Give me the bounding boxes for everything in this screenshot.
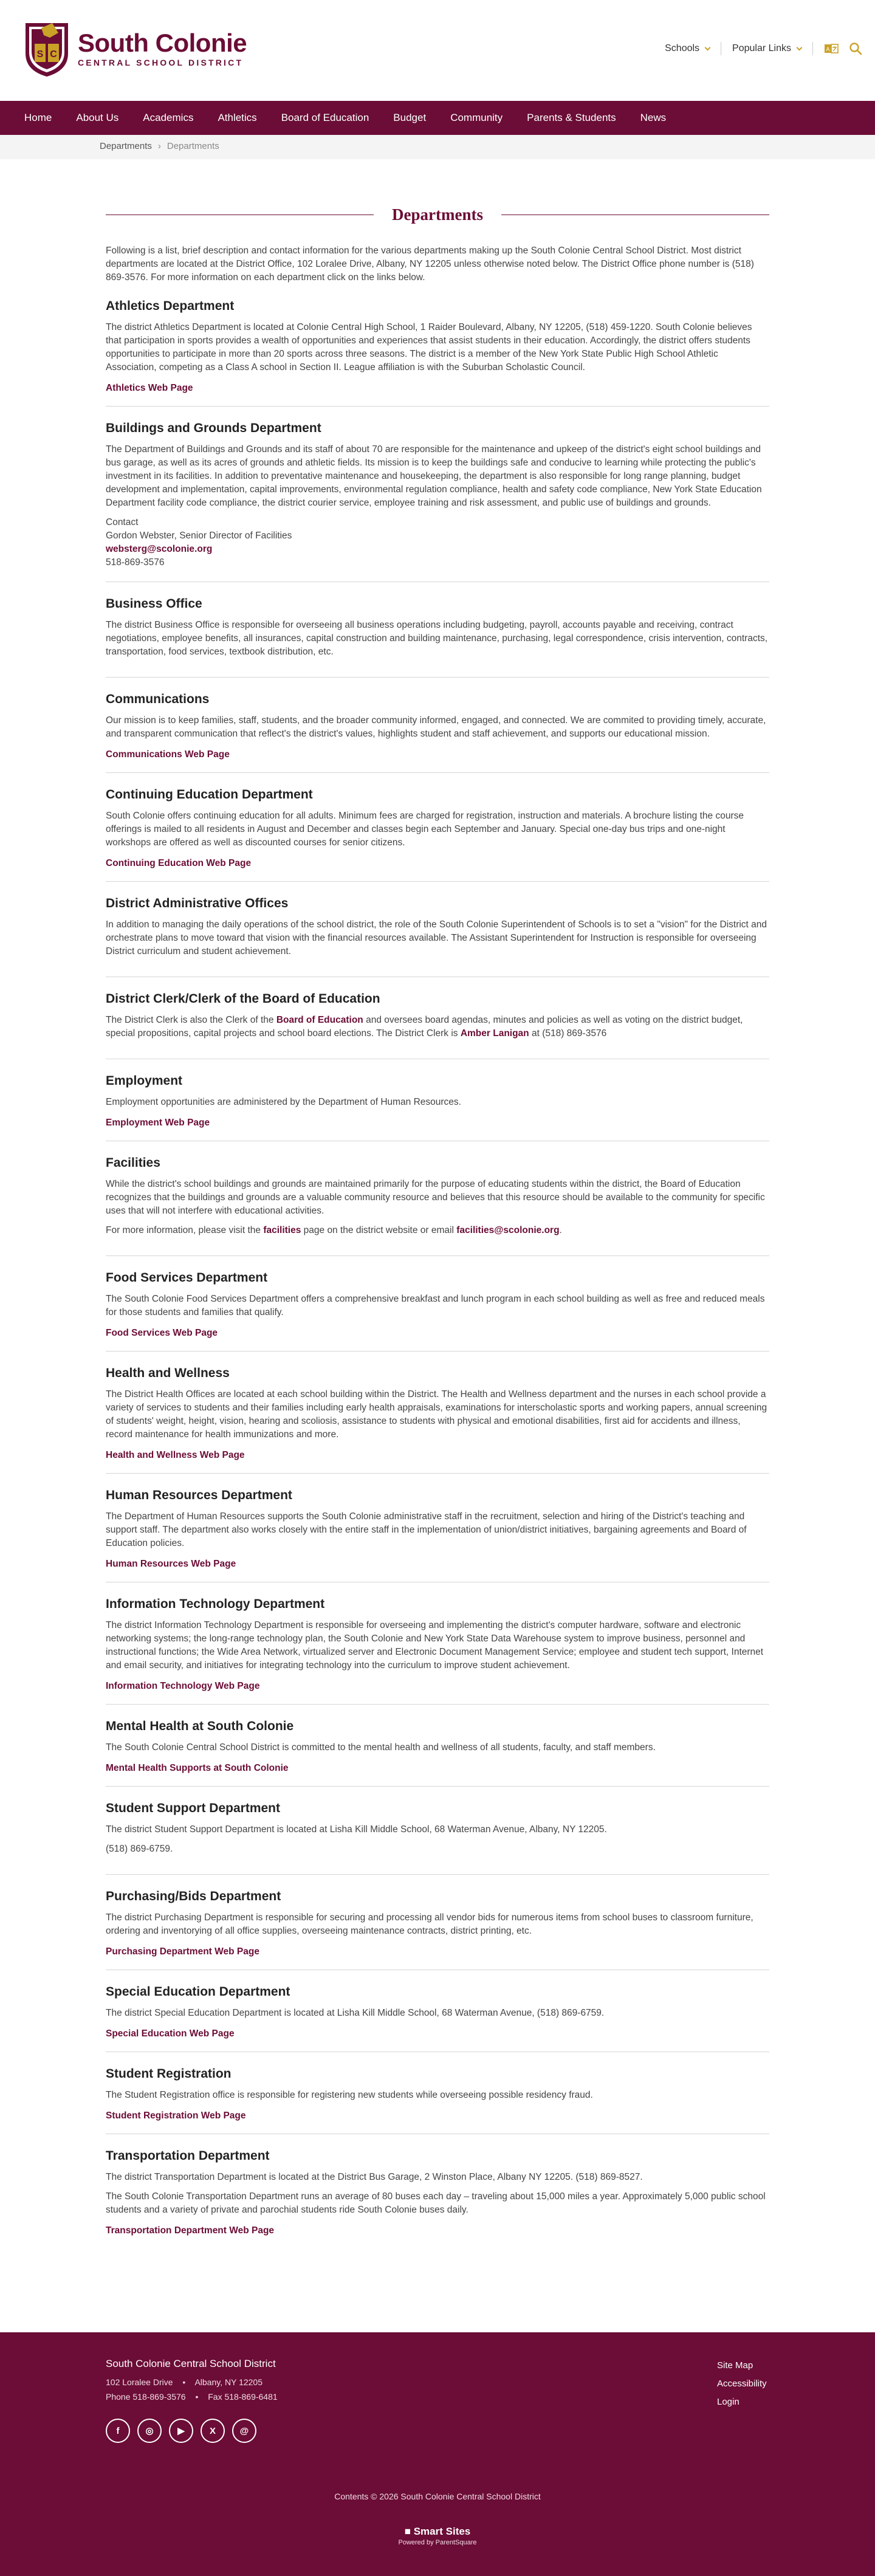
section-title: Communications (106, 692, 210, 706)
popular-links-dropdown[interactable] (721, 43, 812, 54)
divider (812, 42, 813, 55)
footer-links (717, 2357, 767, 2411)
purchasing-web-page-link[interactable]: Purchasing Department Web Page (106, 1946, 259, 1957)
text-fragment: and oversees board agendas, minutes and policies as well as voting on the district budget, special propositions, capital projects and school board elections. The District Clerk is (106, 1015, 743, 1039)
section-text (106, 1014, 769, 1040)
threads-icon[interactable]: @ (232, 2419, 256, 2443)
section-text: Employment opportunities are administered by the Department of Human Resources. (106, 1097, 461, 1107)
svg-text:S: S (36, 49, 44, 60)
section-title: Health and Wellness (106, 1366, 230, 1380)
student-registration-web-page-link[interactable]: Student Registration Web Page (106, 2111, 246, 2121)
nav-home[interactable]: Home (24, 112, 52, 123)
section-text: Our mission is to keep families, staff, students, and the broader community informed, engaged, and connected. We are commited to providing timely, accurate, and transparent communication that reflect's the district's values, highlights student and staff achievement, and supports our educational mission. (106, 715, 766, 739)
chevron-down-icon (705, 44, 711, 50)
nav-community[interactable]: Community (450, 112, 503, 123)
section-human-resources (106, 1474, 769, 1582)
login-link[interactable]: Login (717, 2397, 739, 2407)
section-text: The district Purchasing Department is responsible for securing and processing all vendor bids for numerous items from school buses to classroom furniture, ordering and inventorying of all office supplies, overseeing maintenance contracts, district printing, etc. (106, 1912, 753, 1936)
shield-logo-icon (23, 19, 70, 78)
footer-phone-fax: Phone 518-869-3576 • Fax 518-869-6481 (106, 2392, 278, 2402)
breadcrumb-bar (0, 135, 875, 159)
communications-web-page-link[interactable]: Communications Web Page (106, 749, 230, 760)
text-fragment: at (518) 869-3576 (529, 1028, 607, 1039)
section-text: The Student Registration office is responsible for registering new students while overseeing possible residency fraud. (106, 2090, 593, 2100)
section-title: Buildings and Grounds Department (106, 421, 321, 435)
svg-text:A: A (826, 46, 830, 52)
human-resources-web-page-link[interactable]: Human Resources Web Page (106, 1559, 236, 1569)
section-title: Business Office (106, 597, 202, 611)
section-food-services (106, 1256, 769, 1352)
mental-health-supports-link[interactable]: Mental Health Supports at South Colonie (106, 1763, 289, 1773)
popular-links-label: Popular Links (732, 43, 791, 53)
main-navigation (0, 101, 875, 135)
section-text: While the district's school buildings and grounds are maintained primarily for the purpose of educating students within the district, the Board of Education recognizes that the buildings and grounds are a valuable community resource and believes that this resource should be available to the community for specific uses that will not interfere with educational activities. (106, 1179, 765, 1216)
text-fragment: For more information, please visit the (106, 1225, 264, 1235)
contact-email-link[interactable]: websterg@scolonie.org (106, 544, 213, 554)
site-header (0, 0, 875, 101)
section-business-office (106, 582, 769, 678)
athletics-web-page-link[interactable]: Athletics Web Page (106, 383, 193, 393)
board-of-education-link[interactable]: Board of Education (276, 1015, 363, 1025)
footer-contact (106, 2358, 278, 2404)
text-fragment: . (559, 1225, 562, 1235)
smart-sites-icon: ■ (404, 2526, 414, 2537)
continuing-education-web-page-link[interactable]: Continuing Education Web Page (106, 858, 252, 868)
section-title: Purchasing/Bids Department (106, 1889, 281, 1903)
nav-academics[interactable]: Academics (143, 112, 194, 123)
chevron-down-icon (797, 44, 803, 50)
translate-icon[interactable] (824, 41, 839, 56)
x-twitter-icon[interactable]: X (201, 2419, 225, 2443)
section-athletics (106, 284, 769, 407)
nav-news[interactable]: News (640, 112, 667, 123)
section-transportation (106, 2134, 769, 2248)
section-health-wellness (106, 1352, 769, 1474)
schools-label: Schools (665, 43, 700, 53)
section-text: In addition to managing the daily operations of the school district, the role of the South Colonie Superintendent of Schools is to set a "vision" for the District and orchestrate plans to move toward that vision with the financial resources available. The Assistant Superintendent for Instruction is responsible for overseeing District curriculum and student achievement. (106, 919, 767, 957)
section-district-clerk (106, 977, 769, 1059)
contact-name: Gordon Webster, Senior Director of Facilities (106, 531, 292, 541)
section-special-education (106, 1970, 769, 2052)
chevron-right-icon: › (157, 141, 161, 151)
contact-phone: 518-869-3576 (106, 557, 165, 568)
footer-district-name: South Colonie Central School District (106, 2358, 276, 2369)
section-continuing-education (106, 773, 769, 882)
section-phone: (518) 869-6759. (106, 1844, 173, 1854)
section-title: District Clerk/Clerk of the Board of Education (106, 992, 380, 1006)
text-fragment: The District Clerk is also the Clerk of the (106, 1015, 276, 1025)
section-information-technology (106, 1582, 769, 1705)
section-title: Transportation Department (106, 2149, 270, 2163)
section-text: The Department of Human Resources supports the South Colonie administrative staff in the recruitment, selection and hiring of the District's teaching and support staff. The department also works closely with the entire staff in the implementation of union/district initiatives, bargaining agreements and Board of Education policies. (106, 1511, 747, 1548)
section-title: Human Resources Department (106, 1488, 292, 1502)
section-title: Athletics Department (106, 299, 235, 313)
district-subtitle: CENTRAL SCHOOL DISTRICT (78, 58, 244, 67)
site-map-link[interactable]: Site Map (717, 2360, 753, 2371)
section-district-administrative-offices (106, 882, 769, 977)
section-text: The district Special Education Department is located at Lisha Kill Middle School, 68 Waterman Avenue, (518) 869-6759. (106, 2008, 605, 2018)
section-text: The district Business Office is responsible for overseeing all business operations including budgeting, payroll, accounts payable and receiving, contract negotiations, employee benefits, all insurances, capital construction and building maintenance, purchasing, legal correspondence, crisis intervention, contracts, transportation, food services, textbook distribution, etc. (106, 620, 768, 657)
section-purchasing-bids (106, 1875, 769, 1970)
facilities-page-link[interactable]: facilities (263, 1225, 301, 1235)
main-content (106, 204, 769, 2248)
section-text: The district Information Technology Department is responsible for overseeing and implementing the district's computer hardware, software and electronic networking systems; the long-range technology plan, the South Colonie and New York State Data Warehouse system to improve business, personnel and instructional functions; the Wide Area Network, virtualized server and Electronic Document Management Service; employee and student tech support, Internet and email security, and initiatives for integrating technology into the curriculum to improve student achievement. (106, 1620, 764, 1671)
header-utility-links (654, 41, 863, 56)
footer-phone: Phone 518-869-3576 (106, 2392, 186, 2402)
nav-about-us[interactable]: About Us (76, 112, 119, 123)
nav-board-of-education[interactable]: Board of Education (281, 112, 369, 123)
accessibility-link[interactable]: Accessibility (717, 2379, 767, 2389)
footer-address-line-2: Albany, NY 12205 (194, 2377, 262, 2387)
section-text: The South Colonie Transportation Department runs an average of 80 buses each day – traveling about 15,000 miles a year. Approximately 5,000 public school students and a variety of private and parochial students ride South Colonie buses daily. (106, 2191, 766, 2215)
footer-fax: Fax 518-869-6481 (208, 2392, 278, 2402)
transportation-web-page-link[interactable]: Transportation Department Web Page (106, 2225, 275, 2236)
section-text (106, 1224, 769, 1237)
page-title: Departments (392, 205, 483, 224)
information-technology-web-page-link[interactable]: Information Technology Web Page (106, 1681, 260, 1691)
site-footer (0, 2332, 875, 2576)
powered-by[interactable] (0, 2526, 875, 2546)
section-title: Continuing Education Department (106, 788, 313, 802)
special-education-web-page-link[interactable]: Special Education Web Page (106, 2028, 235, 2039)
breadcrumb-current: Departments (166, 141, 219, 151)
section-buildings-grounds (106, 407, 769, 582)
footer-address-line-1: 102 Loralee Drive (106, 2377, 173, 2387)
intro-paragraph: Following is a list, brief description and contact information for the various departments making up the South Colonie Central School District. Most district departments are located at the District Office, 102 Loralee Drive, Albany, NY 12205 unless otherwise noted below. The District Office phone number is (518) 869-3576. For more information on each department click on the links below. (106, 246, 754, 283)
youtube-icon[interactable]: ▶ (169, 2419, 193, 2443)
copyright: Contents © 2026 South Colonie Central School District (334, 2492, 541, 2501)
section-title: Facilities (106, 1156, 160, 1170)
section-text: The South Colonie Central School District is committed to the mental health and wellness of all students, faculty, and staff members. (106, 1742, 656, 1753)
section-text: The district Athletics Department is located at Colonie Central High School, 1 Raider Boulevard, Albany, NY 12205, (518) 459-1220. South Colonie believes that participation in sports provides a wealth of opportunities and experiences that assist students in their education. Accordingly, the district offers students opportunities to participate in more than 20 sports across three seasons. The district is a member of the New York State Public High School Athletic Association, competing as a Class A school in Section II. League affiliation is with the Suburban Scholastic Council. (106, 322, 752, 373)
section-student-registration (106, 2052, 769, 2134)
food-services-web-page-link[interactable]: Food Services Web Page (106, 1328, 218, 1338)
section-title: Special Education Department (106, 1985, 290, 1999)
section-employment (106, 1059, 769, 1141)
section-title: District Administrative Offices (106, 896, 289, 910)
employment-web-page-link[interactable]: Employment Web Page (106, 1118, 210, 1128)
smart-sites-name: Smart Sites (413, 2526, 471, 2537)
social-links (106, 2419, 264, 2443)
section-title: Employment (106, 1074, 183, 1088)
nav-parents-students[interactable]: Parents & Students (527, 112, 616, 123)
section-title: Food Services Department (106, 1271, 268, 1285)
section-text: The Department of Buildings and Grounds and its staff of about 70 are responsible for the maintenance and upkeep of the district's eight school buildings and bus garage, as well as its acres of grounds and athletic fields. Its mission is to keep the buildings safe and conducive to learning while protecting the public's investment in its facilities. In addition to preventative maintenance and housekeeping, the department is also responsible for long range planning, budget development and implementation, capital improvements, environmental regulation compliance, health and safety code compliance, New York State Education Department facility code compliance, the district courier service, employee training and risk assessment, and public use of buildings and grounds. (106, 444, 762, 508)
svg-text:C: C (50, 49, 57, 60)
section-text: The District Health Offices are located at each school building within the District. The Health and Wellness department and the nurses in each school provide a variety of services to students and their families including early health appraisals, examinations for interscholastic sports and working papers, annual screening of students' weight, height, vision, hearing and scoliosis, assistance to students with physical and emotional disabilities, first aid for accidents and illness, record maintenance for health immunizations and more. (106, 1389, 767, 1440)
search-icon[interactable] (848, 41, 863, 56)
section-text: The district Student Support Department is located at Lisha Kill Middle School, 68 Waterman Avenue, Albany, NY 12205. (106, 1824, 607, 1835)
section-title: Student Registration (106, 2067, 232, 2081)
section-title: Mental Health at South Colonie (106, 1719, 294, 1733)
footer-address: 102 Loralee Drive • Albany, NY 12205 (106, 2377, 262, 2387)
district-clerk-link[interactable]: Amber Lanigan (460, 1028, 529, 1039)
schools-dropdown[interactable] (654, 43, 721, 54)
section-facilities (106, 1141, 769, 1256)
facebook-icon[interactable]: f (106, 2419, 130, 2443)
section-student-support (106, 1787, 769, 1875)
breadcrumb (100, 141, 219, 151)
section-title: Information Technology Department (106, 1597, 325, 1611)
contact-block (106, 516, 769, 569)
nav-budget[interactable]: Budget (393, 112, 427, 123)
section-title: Student Support Department (106, 1801, 280, 1815)
contact-label: Contact (106, 517, 139, 527)
page-title-row (106, 204, 769, 225)
section-text: South Colonie offers continuing education for all adults. Minimum fees are charged for registration, instruction and materials. A brochure listing the course offerings is mailed to all residents in August and December and classes begin each September and January. Special one-day bus trips and one-night workshops are offered as well as discounted courses for senior citizens. (106, 811, 744, 848)
departments-list (106, 284, 769, 2248)
health-wellness-web-page-link[interactable]: Health and Wellness Web Page (106, 1450, 245, 1460)
section-text: The South Colonie Food Services Department offers a comprehensive breakfast and lunch program in each school building as well as free and reduced meals for those students and families that qualify. (106, 1294, 765, 1317)
breadcrumb-parent[interactable]: Departments (100, 141, 152, 151)
instagram-icon[interactable]: ◎ (137, 2419, 162, 2443)
section-text: The district Transportation Department is located at the District Bus Garage, 2 Winston Place, Albany NY 12205. (518) 869-8527. (106, 2172, 643, 2182)
district-name: South Colonie (78, 29, 247, 57)
facilities-email-link[interactable]: facilities@scolonie.org (456, 1225, 560, 1235)
section-mental-health (106, 1705, 769, 1787)
nav-athletics[interactable]: Athletics (218, 112, 257, 123)
text-fragment: page on the district website or email (301, 1225, 457, 1235)
district-logo[interactable] (23, 19, 247, 78)
powered-by-text: Powered by ParentSquare (398, 2539, 477, 2546)
section-communications (106, 678, 769, 773)
